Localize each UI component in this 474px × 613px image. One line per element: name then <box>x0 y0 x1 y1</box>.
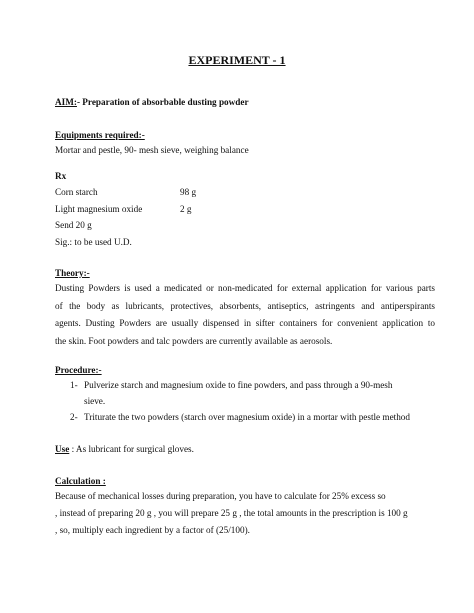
rx-sig: Sig.: to be used U.D. <box>55 237 132 247</box>
calculation-heading: Calculation : <box>55 476 106 486</box>
equipment-heading: Equipments required:- <box>55 130 145 140</box>
rx-item-name: Light magnesium oxide <box>55 204 143 214</box>
rx-item-qty: 98 g <box>180 187 197 197</box>
page-title: EXPERIMENT - 1 <box>188 53 286 67</box>
theory-line: agents. Dusting Powders are usually dispensed in sifter containers for convenient application to <box>55 318 435 328</box>
use-line <box>55 444 194 455</box>
use-label: Use <box>55 444 70 454</box>
procedure-step-text: Pulverize starch and magnesium oxide to fine powders, and pass through a 90-mesh <box>84 380 393 390</box>
use-text: : As lubricant for surgical gloves. <box>69 444 194 454</box>
theory-line: of the body as lubricants, protectives, absorbents, antiseptics, astringents and antiperspirants <box>55 301 435 311</box>
theory-line: Dusting Powders is used a medicated or non-medicated for external application for various parts <box>55 283 435 293</box>
procedure-step-text: Triturate the two powders (starch over magnesium oxide) in a mortar with pestle method <box>84 412 410 422</box>
theory-heading: Theory:- <box>55 268 90 278</box>
calculation-line: , instead of preparing 20 g , you will prepare 25 g , the total amounts in the prescription is 100 g <box>55 508 408 518</box>
rx-item-name: Corn starch <box>55 187 98 197</box>
procedure-heading: Procedure:- <box>55 365 102 375</box>
rx-heading: Rx <box>55 171 67 181</box>
calculation-line: Because of mechanical losses during preparation, you have to calculate for 25% excess so <box>55 491 386 501</box>
procedure-step-number: 2- <box>70 412 78 422</box>
procedure-step-number: 1- <box>70 380 78 390</box>
theory-line: the skin. Foot powders and talc powders are currently available as aerosols. <box>55 336 333 346</box>
equipment-text: Mortar and pestle, 90- mesh sieve, weighing balance <box>55 145 249 155</box>
rx-send: Send 20 g <box>55 220 92 230</box>
procedure-step-text: sieve. <box>84 396 106 406</box>
aim-line <box>55 97 249 108</box>
aim-label: AIM: <box>55 97 77 107</box>
aim-text: - Preparation of absorbable dusting powder <box>76 97 249 107</box>
calculation-line: , so, multiply each ingredient by a factor of (25/100). <box>55 525 250 535</box>
rx-item-qty: 2 g <box>180 204 192 214</box>
